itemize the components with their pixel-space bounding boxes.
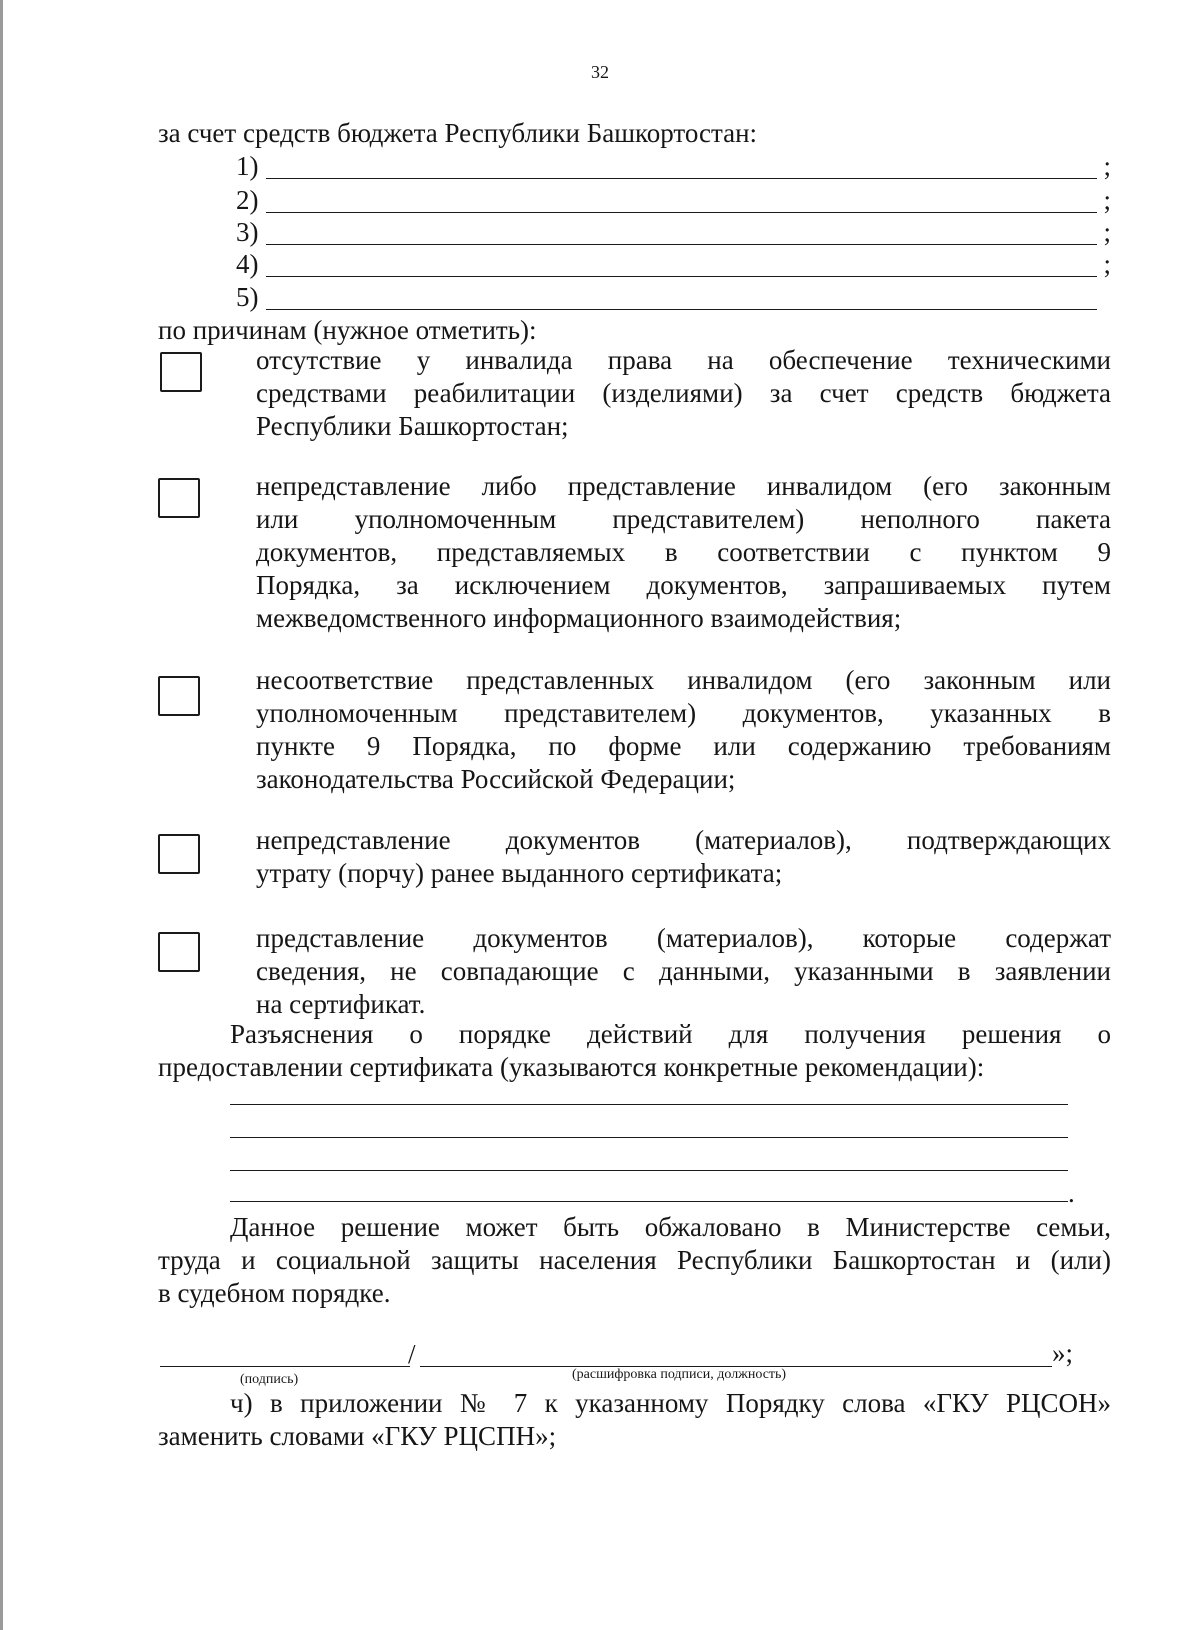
- signature-caption: (подпись): [240, 1372, 299, 1387]
- clarification-blank-line-4: [230, 1201, 1068, 1202]
- appeal-line-2: труда и социальной защиты населения Республики Башкортостан и (или): [158, 1245, 1111, 1275]
- item-semicolon: ;: [1103, 151, 1111, 181]
- clarification-blank-line-2: [230, 1137, 1068, 1138]
- signature-field: [160, 1366, 410, 1367]
- blank-line-2: [236, 184, 1111, 217]
- item-semicolon: ;: [1103, 217, 1111, 247]
- clarification-blank-line-1: [230, 1104, 1068, 1105]
- signature-slash: /: [408, 1339, 416, 1369]
- signature-decoding-caption: (расшифровка подписи, должность): [572, 1367, 787, 1382]
- fill-rule: [266, 178, 1097, 179]
- reason-checkbox-3[interactable]: [158, 676, 200, 716]
- reason-checkbox-2[interactable]: [158, 478, 200, 518]
- reason-3-line: несоответствие представленных инвалидом (его законным или: [256, 665, 1111, 695]
- reason-2-line: Порядка, за исключением документов, запрашиваемых путем: [256, 570, 1111, 600]
- reason-4-line: непредставление документов (материалов), подтверждающих: [256, 825, 1111, 855]
- signature-end-mark: »;: [1052, 1338, 1074, 1368]
- reason-2-line: документов, представляемых в соответствии с пунктом 9: [256, 537, 1111, 567]
- blank-line-5: [236, 281, 1111, 314]
- fill-rule: [266, 276, 1097, 277]
- reason-2-line: непредставление либо представление инвалидом (его законным: [256, 471, 1111, 501]
- item-number: 3): [236, 217, 259, 247]
- item-number: 1): [236, 151, 259, 181]
- reason-3-last-line: законодательства Российской Федерации;: [256, 764, 736, 794]
- reason-checkbox-5[interactable]: [158, 932, 200, 972]
- reason-1-last-line: Республики Башкортостан;: [256, 411, 569, 441]
- reason-3-line: уполномоченным представителем) документов, указанных в: [256, 698, 1111, 728]
- reason-2-line: или уполномоченным представителем) неполного пакета: [256, 504, 1111, 534]
- reason-1-line: средствами реабилитации (изделиями) за счет средств бюджета: [256, 378, 1111, 408]
- reason-2-last-line: межведомственного информационного взаимодействия;: [256, 603, 902, 633]
- amendment-line-1: ч) в приложении № 7 к указанному Порядку слова «ГКУ РЦСОН»: [230, 1388, 1111, 1418]
- blank-line-3: [236, 216, 1111, 249]
- blank-line-4: [236, 248, 1111, 281]
- scan-edge: [0, 0, 3, 1630]
- item-number: 5): [236, 282, 259, 312]
- clarification-line-2: предоставлении сертификата (указываются конкретные рекомендации):: [158, 1052, 985, 1082]
- intro-text: за счет средств бюджета Республики Башкортостан:: [158, 118, 758, 148]
- amendment-line-2: заменить словами «ГКУ РЦСПН»;: [158, 1421, 557, 1451]
- reason-5-line: представление документов (материалов), которые содержат: [256, 923, 1111, 953]
- item-semicolon: ;: [1103, 185, 1111, 215]
- appeal-line-3: в судебном порядке.: [158, 1278, 391, 1308]
- page-number: 32: [591, 62, 609, 82]
- clarification-blank-line-3: [230, 1170, 1068, 1171]
- reason-5-last-line: на сертификат.: [256, 989, 426, 1019]
- item-number: 4): [236, 249, 259, 279]
- fill-rule: [266, 309, 1097, 310]
- item-number: 2): [236, 185, 259, 215]
- fill-rule: [266, 244, 1097, 245]
- clarification-line-1: Разъяснения о порядке действий для получения решения о: [230, 1019, 1111, 1049]
- appeal-line-1: Данное решение может быть обжаловано в Министерстве семьи,: [230, 1212, 1111, 1242]
- reason-4-last-line: утрату (порчу) ранее выданного сертификата;: [256, 858, 783, 888]
- blank-line-1: [236, 150, 1111, 183]
- reason-1-line: отсутствие у инвалида права на обеспечение техническими: [256, 345, 1111, 375]
- reason-5-line: сведения, не совпадающие с данными, указанными в заявлении: [256, 956, 1111, 986]
- reason-3-line: пункте 9 Порядка, по форме или содержанию требованиям: [256, 731, 1111, 761]
- item-semicolon: ;: [1103, 249, 1111, 279]
- reasons-label: по причинам (нужное отметить):: [158, 315, 537, 345]
- fill-rule: [266, 212, 1097, 213]
- clarification-end-dot: .: [1068, 1178, 1075, 1208]
- reason-checkbox-4[interactable]: [158, 834, 200, 874]
- reason-checkbox-1[interactable]: [160, 352, 202, 392]
